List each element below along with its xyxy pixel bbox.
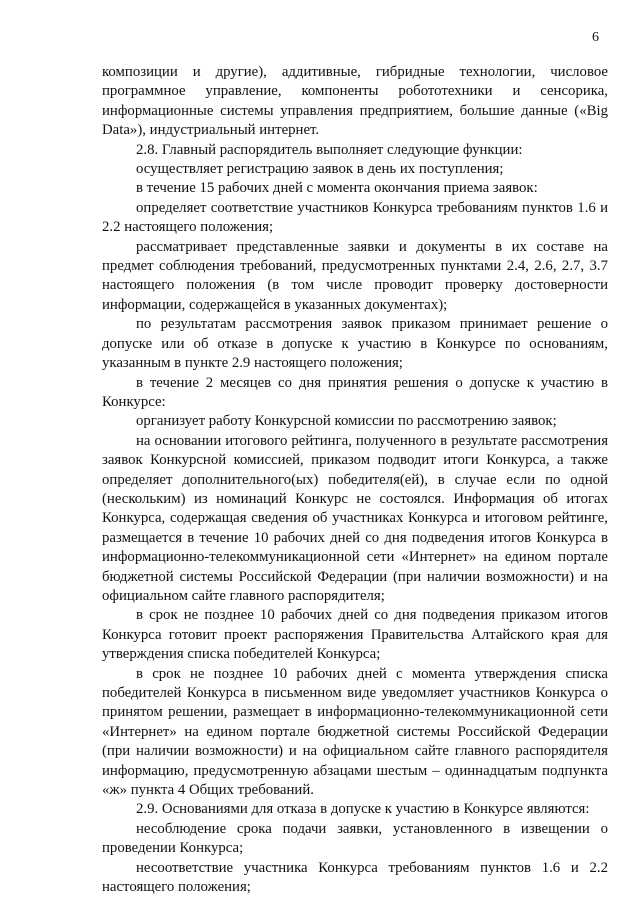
paragraph: по результатам рассмотрения заявок приказом принимает решение о допуске или об отказе в допуске к участию в Конкурсе по основаниям, указанным в пункте 2.9 настоящего положения; (102, 316, 608, 372)
paragraph: осуществляет регистрацию заявок в день их поступления; (136, 161, 504, 178)
paragraph: 2.9. Основаниями для отказа в допуске к участию в Конкурсе являются: (136, 801, 590, 818)
paragraph: композиции и другие), аддитивные, гибридные технологии, числовое программное управление, компоненты робототехники и сенсорика, информационные системы управления предприятием, большие данные («Big Data»), индустриальный интернет. (102, 64, 608, 139)
paragraph: в срок не позднее 10 рабочих дней со дня подведения приказом итогов Конкурса готовит проект распоряжения Правительства Алтайского края для утверждения списка победителей Конкурса; (102, 607, 608, 663)
paragraph: в течение 2 месяцев со дня принятия решения о допуске к участию в Конкурсе: (102, 374, 608, 410)
paragraph: рассматривает представленные заявки и документы в их составе на предмет соблюдения требований, предусмотренных пунктами 2.4, 2.6, 2.7, 3.7 настоящего положения (в том числе проводит проверку достоверности информации, содержащейся в указанных документах); (102, 238, 608, 313)
paragraph: в срок не позднее 10 рабочих дней с момента утверждения списка победителей Конкурса в письменном виде уведомляет участников Конкурса о принятом решении, размещает в информационно-телекоммуникационной сети «Интернет» на едином портале бюджетной системы Российской Федерации (при наличии возможности) и на официальном сайте главного распорядителя информацию, предусмотренную абзацами шестым – одиннадцатым подпункта «ж» пункта 4 Общих требований. (102, 665, 608, 799)
paragraph: несоответствие участника Конкурса требованиям пунктов 1.6 и 2.2 настоящего положения; (102, 859, 608, 896)
paragraph: в течение 15 рабочих дней с момента окончания приема заявок: (136, 180, 538, 197)
paragraph: определяет соответствие участников Конкурса требованиям пунктов 1.6 и 2.2 настоящего положения; (102, 199, 608, 236)
document-body (102, 63, 608, 897)
paragraph: организует работу Конкурсной комиссии по рассмотрению заявок; (136, 413, 557, 430)
paragraph: 2.8. Главный распорядитель выполняет следующие функции: (136, 141, 523, 158)
page-number: 6 (592, 30, 599, 45)
paragraph: несоблюдение срока подачи заявки, установленного в извещении о проведении Конкурса; (102, 820, 608, 857)
paragraph: на основании итогового рейтинга, полученного в результате рассмотрения заявок Конкурсной комиссией, приказом подводит итоги Конкурса, а также определяет дополнительного(ых) победителя(ей), в случае если по одной (нескольким) из номинаций Конкурс не состоялся. Информация об итогах Конкурса, содержащая сведения об участниках Конкурса и итоговом рейтинге, размещается в течение 10 рабочих дней со дня подведения итогов Конкурса в информационно-телекоммуникационной сети «Интернет» на едином портале бюджетной системы Российской Федерации (при наличии возможности) и на официальном сайте главного распорядителя; (102, 432, 608, 604)
